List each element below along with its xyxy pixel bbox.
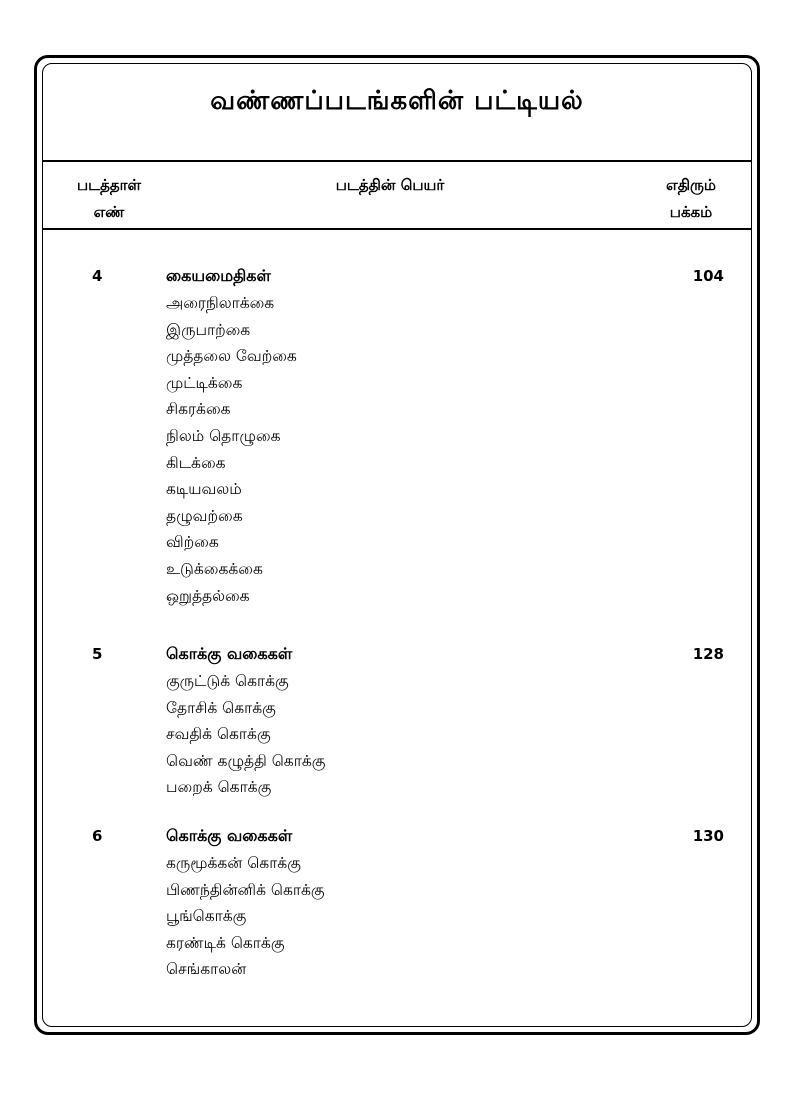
page-title: வண்ணப்படங்களின் பட்டியல் [210,86,584,116]
plate-number: 4 [92,267,103,285]
plate-item-list [166,668,325,801]
list-item: தழுவற்கை [166,506,243,525]
header-bottom-rule [43,228,751,230]
list-item: தோசிக் கொக்கு [166,698,276,717]
column-header-plate-number-line1: படத்தாள் [76,176,141,194]
list-item: பிணந்தின்னிக் கொக்கு [166,880,325,899]
facing-page-number: 128 [692,645,724,663]
plate-heading: கொக்கு வகைகள் [166,644,293,663]
column-header-plate-number-line2: எண் [93,203,125,221]
list-item: நிலம் தொழுகை [166,426,281,445]
list-item: ஒறுத்தல்கை [166,586,250,605]
column-header-facing-page [654,172,728,226]
list-item: வெண் கழுத்தி கொக்கு [166,751,326,770]
list-item: முட்டிக்கை [166,373,243,392]
column-header-plate-number [64,172,154,226]
list-item: பூங்கொக்கு [166,907,247,926]
plate-heading: கொக்கு வகைகள் [166,826,293,845]
plate-item-list [166,850,325,983]
facing-page-number: 130 [692,827,724,845]
list-item: உடுக்கைக்கை [166,559,263,578]
list-item: பறைக் கொக்கு [166,778,272,797]
plate-number: 5 [92,645,103,663]
column-header-facing-page-line2: பக்கம் [669,203,713,221]
column-header-plate-name: படத்தின் பெயர் [335,176,445,194]
plate-item-list [166,290,297,609]
plate-number: 6 [92,827,103,845]
list-item: முத்தலை வேற்கை [166,347,297,366]
facing-page-number: 104 [692,267,724,285]
list-item: சிகரக்கை [166,400,231,419]
column-header-facing-page-line1: எதிரும் [666,176,716,194]
list-item: சவதிக் கொக்கு [166,725,271,744]
list-item: கருமூக்கன் கொக்கு [166,854,301,872]
list-item: கிடக்கை [166,453,226,472]
list-item: குருட்டுக் கொக்கு [166,672,289,690]
list-item: செங்காலன் [166,960,247,979]
list-item: கரண்டிக் கொக்கு [166,933,285,952]
list-item: விற்கை [166,533,219,552]
list-item: இருபாற்கை [166,320,251,339]
header-top-rule [43,160,751,162]
list-item: அரைநிலாக்கை [166,294,275,312]
plate-heading: கையமைதிகள் [166,266,271,285]
list-item: கடியவலம் [166,480,242,499]
